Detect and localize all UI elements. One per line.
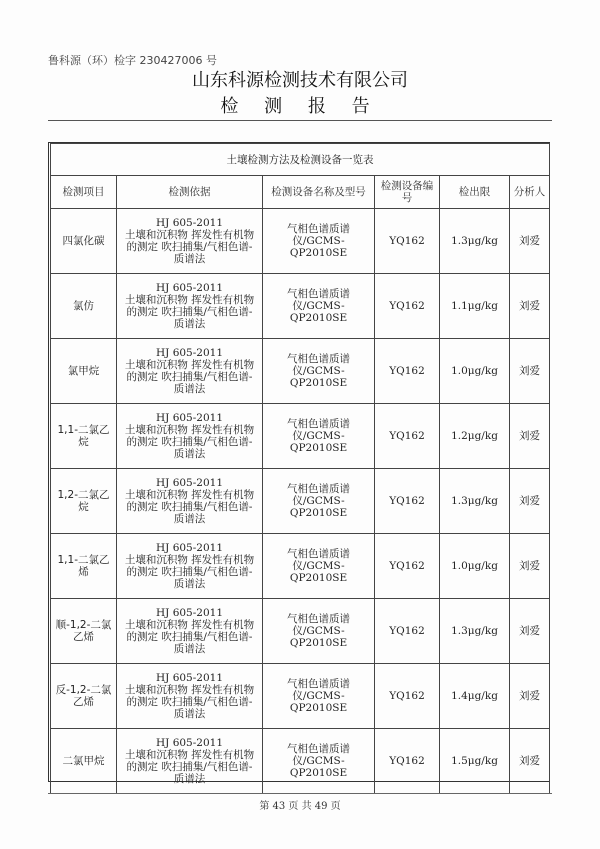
equipment-cell: 气相色谱质谱仪/GCMS-QP2010SE bbox=[263, 729, 375, 794]
equipment-no-cell: YQ162 bbox=[375, 274, 440, 339]
table-row bbox=[51, 664, 550, 729]
method-cell bbox=[117, 469, 263, 534]
method-line: 的测定 吹扫捕集/气相色谱- bbox=[126, 631, 253, 643]
detection-limit-cell: 1.4μg/kg bbox=[440, 664, 510, 729]
table-caption-row bbox=[51, 144, 550, 176]
method-line: 的测定 吹扫捕集/气相色谱- bbox=[126, 241, 253, 253]
method-line: 土壤和沉积物 挥发性有机物 bbox=[124, 229, 255, 241]
column-header: 检测设备编号 bbox=[375, 176, 440, 209]
method-line: HJ 605-2011 bbox=[155, 477, 223, 489]
report-title: 检 测 报 告 bbox=[220, 96, 380, 117]
table-row bbox=[51, 534, 550, 599]
method-line: 土壤和沉积物 挥发性有机物 bbox=[124, 619, 255, 631]
method-line: HJ 605-2011 bbox=[155, 672, 223, 684]
method-cell bbox=[117, 729, 263, 794]
methods-table bbox=[50, 143, 550, 794]
method-line: 土壤和沉积物 挥发性有机物 bbox=[124, 294, 255, 306]
method-line: HJ 605-2011 bbox=[155, 347, 223, 359]
method-line: 的测定 吹扫捕集/气相色谱- bbox=[126, 696, 253, 708]
header-divider bbox=[48, 120, 552, 121]
method-line: 质谱法 bbox=[173, 773, 206, 785]
equipment-no-cell: YQ162 bbox=[375, 729, 440, 794]
report-number: 鲁科源（环）检字 230427006 号 bbox=[48, 54, 217, 67]
method-line: 质谱法 bbox=[173, 708, 206, 720]
method-cell bbox=[117, 599, 263, 664]
item-cell: 1,1-二氯乙烷 bbox=[51, 404, 117, 469]
column-header: 检出限 bbox=[440, 176, 510, 209]
equipment-no-cell: YQ162 bbox=[375, 209, 440, 274]
method-line: 的测定 吹扫捕集/气相色谱- bbox=[126, 306, 253, 318]
equipment-cell: 气相色谱质谱仪/GCMS-QP2010SE bbox=[263, 339, 375, 404]
table-row bbox=[51, 599, 550, 664]
item-cell: 二氯甲烷 bbox=[51, 729, 117, 794]
column-header: 分析人 bbox=[510, 176, 550, 209]
column-header: 检测项目 bbox=[51, 176, 117, 209]
method-line: 土壤和沉积物 挥发性有机物 bbox=[124, 359, 255, 371]
method-line: HJ 605-2011 bbox=[155, 282, 223, 294]
analyst-cell: 刘爱 bbox=[510, 339, 550, 404]
method-line: 的测定 吹扫捕集/气相色谱- bbox=[126, 761, 253, 773]
analyst-cell: 刘爱 bbox=[510, 274, 550, 339]
table-row bbox=[51, 404, 550, 469]
method-line: HJ 605-2011 bbox=[155, 412, 223, 424]
method-cell bbox=[117, 664, 263, 729]
method-line: 土壤和沉积物 挥发性有机物 bbox=[124, 554, 255, 566]
analyst-cell: 刘爱 bbox=[510, 664, 550, 729]
footer-divider bbox=[48, 793, 552, 794]
method-line: 的测定 吹扫捕集/气相色谱- bbox=[126, 436, 253, 448]
equipment-cell: 气相色谱质谱仪/GCMS-QP2010SE bbox=[263, 599, 375, 664]
equipment-no-cell: YQ162 bbox=[375, 404, 440, 469]
method-line: 质谱法 bbox=[173, 578, 206, 590]
item-cell: 1,1-二氯乙烯 bbox=[51, 534, 117, 599]
column-header: 检测依据 bbox=[117, 176, 263, 209]
equipment-cell: 气相色谱质谱仪/GCMS-QP2010SE bbox=[263, 274, 375, 339]
analyst-cell: 刘爱 bbox=[510, 404, 550, 469]
table-row bbox=[51, 469, 550, 534]
table-row bbox=[51, 729, 550, 794]
equipment-cell: 气相色谱质谱仪/GCMS-QP2010SE bbox=[263, 469, 375, 534]
equipment-cell: 气相色谱质谱仪/GCMS-QP2010SE bbox=[263, 534, 375, 599]
detection-limit-cell: 1.3μg/kg bbox=[440, 469, 510, 534]
analyst-cell: 刘爱 bbox=[510, 729, 550, 794]
analyst-cell: 刘爱 bbox=[510, 209, 550, 274]
method-line: 的测定 吹扫捕集/气相色谱- bbox=[126, 501, 253, 513]
method-line: HJ 605-2011 bbox=[155, 542, 223, 554]
item-cell: 1,2-二氯乙烷 bbox=[51, 469, 117, 534]
equipment-no-cell: YQ162 bbox=[375, 599, 440, 664]
method-cell bbox=[117, 534, 263, 599]
method-line: 质谱法 bbox=[173, 253, 206, 265]
method-line: 质谱法 bbox=[173, 448, 206, 460]
method-line: 质谱法 bbox=[173, 643, 206, 655]
method-line: 土壤和沉积物 挥发性有机物 bbox=[124, 489, 255, 501]
detection-limit-cell: 1.0μg/kg bbox=[440, 534, 510, 599]
detection-limit-cell: 1.1μg/kg bbox=[440, 274, 510, 339]
item-cell: 反-1,2-二氯乙烯 bbox=[51, 664, 117, 729]
detection-limit-cell: 1.5μg/kg bbox=[440, 729, 510, 794]
method-line: 质谱法 bbox=[173, 513, 206, 525]
method-line: 的测定 吹扫捕集/气相色谱- bbox=[126, 566, 253, 578]
method-line: 土壤和沉积物 挥发性有机物 bbox=[124, 424, 255, 436]
method-cell bbox=[117, 209, 263, 274]
equipment-no-cell: YQ162 bbox=[375, 339, 440, 404]
method-line: HJ 605-2011 bbox=[155, 217, 223, 229]
method-line: 质谱法 bbox=[173, 318, 206, 330]
item-cell: 顺-1,2-二氯乙烯 bbox=[51, 599, 117, 664]
column-header: 检测设备名称及型号 bbox=[263, 176, 375, 209]
method-line: 的测定 吹扫捕集/气相色谱- bbox=[126, 371, 253, 383]
method-line: 土壤和沉积物 挥发性有机物 bbox=[124, 749, 255, 761]
page-number: 第 43 页 共 49 页 bbox=[259, 801, 341, 812]
detection-limit-cell: 1.3μg/kg bbox=[440, 209, 510, 274]
method-cell bbox=[117, 339, 263, 404]
method-cell bbox=[117, 404, 263, 469]
equipment-no-cell: YQ162 bbox=[375, 469, 440, 534]
detection-limit-cell: 1.0μg/kg bbox=[440, 339, 510, 404]
method-line: 质谱法 bbox=[173, 383, 206, 395]
method-line: HJ 605-2011 bbox=[155, 607, 223, 619]
equipment-no-cell: YQ162 bbox=[375, 664, 440, 729]
item-cell: 氯甲烷 bbox=[51, 339, 117, 404]
equipment-cell: 气相色谱质谱仪/GCMS-QP2010SE bbox=[263, 404, 375, 469]
item-cell: 四氯化碳 bbox=[51, 209, 117, 274]
method-cell bbox=[117, 274, 263, 339]
analyst-cell: 刘爱 bbox=[510, 469, 550, 534]
detection-limit-cell: 1.2μg/kg bbox=[440, 404, 510, 469]
method-line: HJ 605-2011 bbox=[155, 737, 223, 749]
method-line: 土壤和沉积物 挥发性有机物 bbox=[124, 684, 255, 696]
table-row bbox=[51, 274, 550, 339]
equipment-cell: 气相色谱质谱仪/GCMS-QP2010SE bbox=[263, 664, 375, 729]
equipment-no-cell: YQ162 bbox=[375, 534, 440, 599]
table-row bbox=[51, 209, 550, 274]
table-caption: 土壤检测方法及检测设备一览表 bbox=[51, 144, 550, 176]
equipment-cell: 气相色谱质谱仪/GCMS-QP2010SE bbox=[263, 209, 375, 274]
analyst-cell: 刘爱 bbox=[510, 534, 550, 599]
detection-limit-cell: 1.3μg/kg bbox=[440, 599, 510, 664]
table-row bbox=[51, 339, 550, 404]
analyst-cell: 刘爱 bbox=[510, 599, 550, 664]
company-name: 山东科源检测技术有限公司 bbox=[192, 70, 408, 91]
item-cell: 氯仿 bbox=[51, 274, 117, 339]
table-header-row bbox=[51, 176, 550, 209]
